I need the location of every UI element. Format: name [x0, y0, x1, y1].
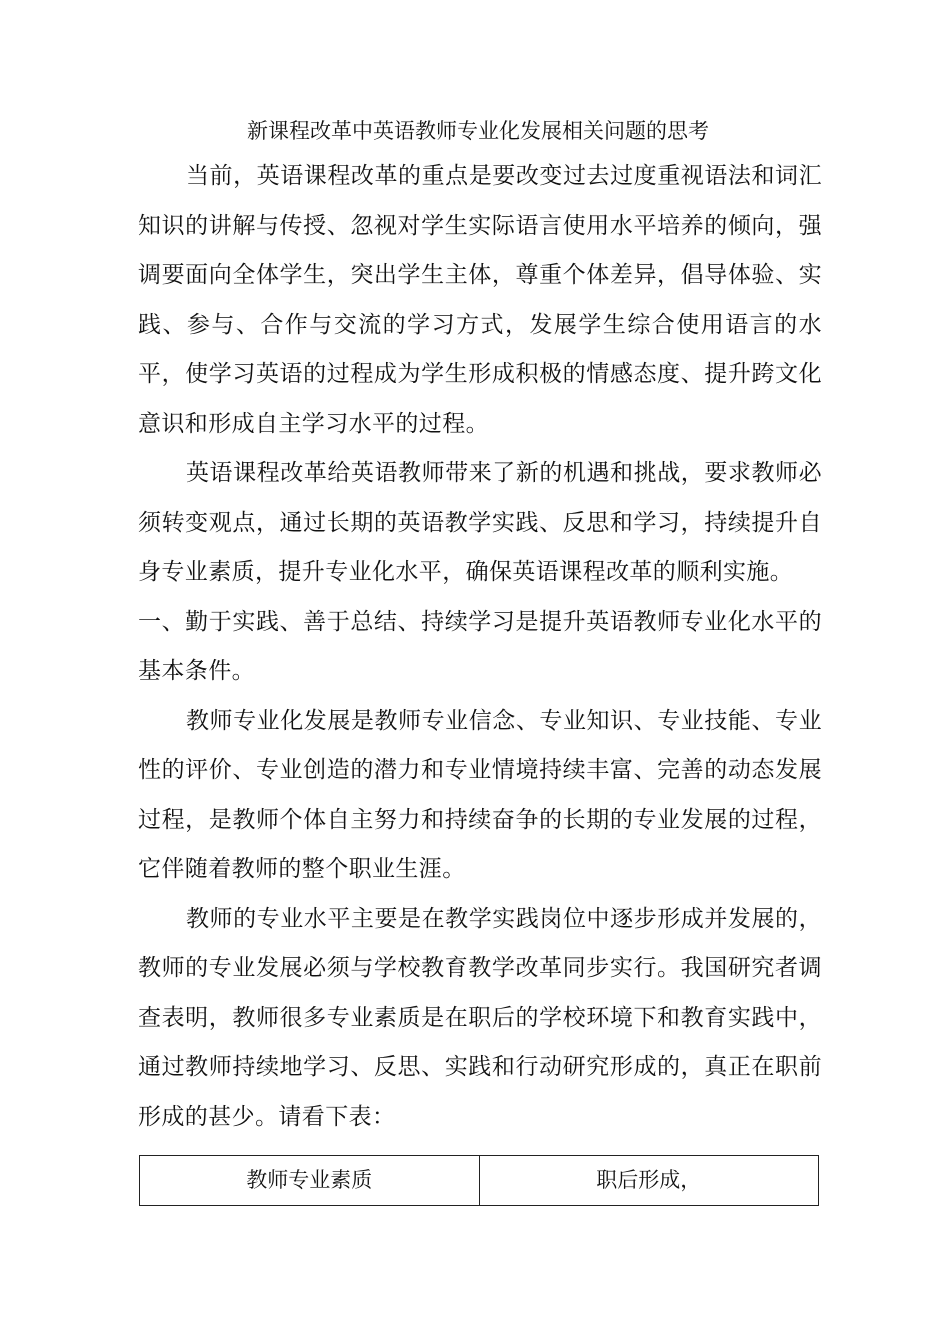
comparison-table: [139, 1155, 819, 1206]
document-title: 新课程改革中英语教师专业化发展相关问题的思考: [247, 119, 709, 143]
paragraph-4: 教师的专业水平主要是在教学实践岗位中逐步形成并发展的，教师的专业发展必须与学校教育教学改革同步实行。我国研究者调查表明，教师很多专业素质是在职后的学校环境下和教育实践中，通过教师持续地学习、反思、实践和行动研究形成的，真正在职前形成的甚少。请看下表：: [138, 905, 822, 1130]
section-heading-1: 一、勤于实践、善于总结、持续学习是提升英语教师专业化水平的基本条件。: [138, 608, 822, 684]
table-header-row: [140, 1156, 819, 1206]
document-body: [138, 152, 822, 1142]
table-header-cell: 教师专业素质: [140, 1156, 480, 1206]
paragraph-2: 英语课程改革给英语教师带来了新的机遇和挑战，要求教师必须转变观点，通过长期的英语教学实践、反思和学习，持续提升自身专业素质，提升专业化水平，确保英语课程改革的顺利实施。: [138, 460, 822, 585]
table-header-cell: 职后形成，: [479, 1156, 819, 1206]
paragraph-1: 当前，英语课程改革的重点是要改变过去过度重视语法和词汇知识的讲解与传授、忽视对学生实际语言使用水平培养的倾向，强调要面向全体学生，突出学生主体，尊重个体差异，倡导体验、实践、参与、合作与交流的学习方式，发展学生综合使用语言的水平，使学习英语的过程成为学生形成积极的情感态度、提升跨文化意识和形成自主学习水平的过程。: [138, 163, 822, 437]
table: [139, 1155, 819, 1206]
paragraph-3: 教师专业化发展是教师专业信念、专业知识、专业技能、专业性的评价、专业创造的潜力和专业情境持续丰富、完善的动态发展过程，是教师个体自主努力和持续奋争的长期的专业发展的过程，它伴随着教师的整个职业生涯。: [138, 707, 822, 882]
